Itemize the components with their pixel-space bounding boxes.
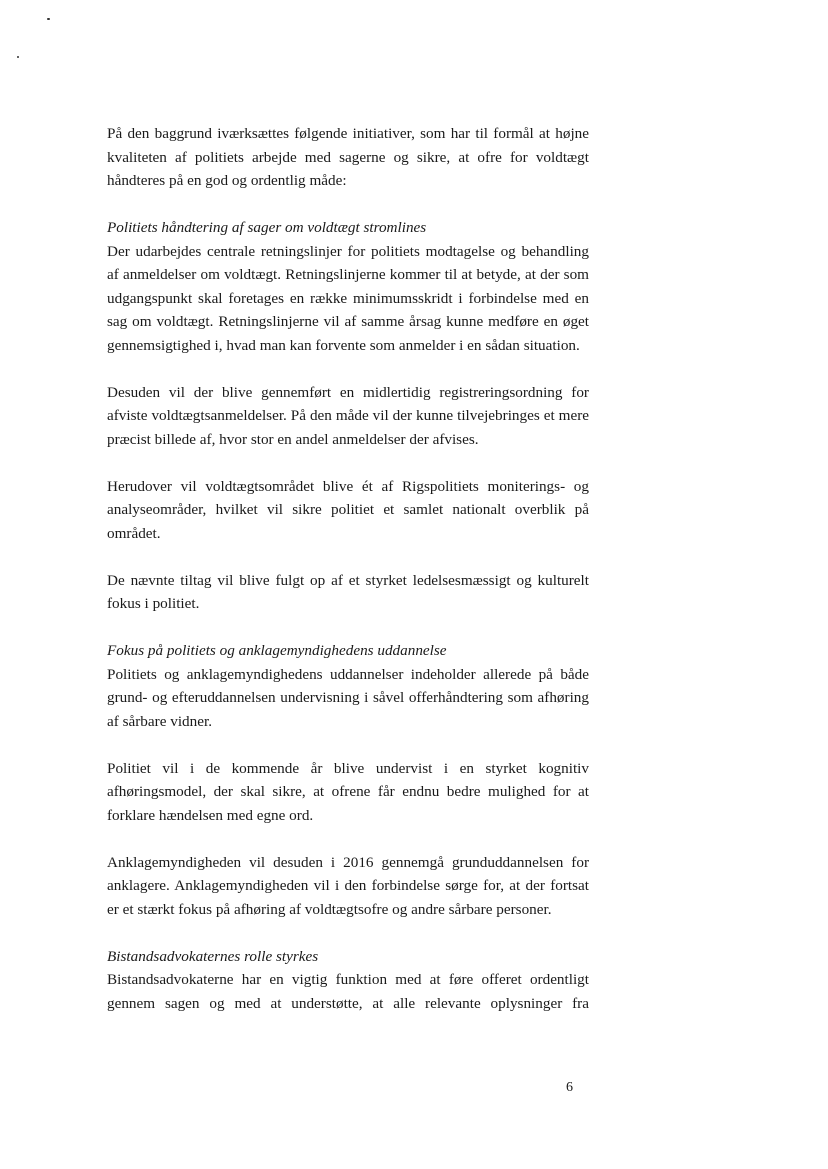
section-heading-education: Fokus på politiets og anklagemyndighedens uddannelse (107, 642, 447, 659)
paragraph: Desuden vil der blive gennemført en midlertidig registreringsordning for afviste voldtægtsanmeldelser. På den måde vil der kunne tilvejebringes et mere præcist billede af, hvor stor en andel anmeldelser der afvises. (107, 383, 589, 448)
section-heading-victim-lawyers: Bistandsadvokaternes rolle styrkes (107, 947, 319, 965)
document-body (107, 122, 589, 1015)
paragraph: Der udarbejdes centrale retningslinjer for politiets modtagelse og behandling af anmeldelser om voldtægt. Retningslinjerne kommer til at betyde, at der som udgangspunkt skal foretages en række minimumsskridt i forbindelse med en sag om voldtægt. Retningslinjerne vil af samme årsag kunne medføre en øget gennemsigtighed i, hvad man kan forvente som anmelder i en sådan situation. (107, 242, 589, 354)
scan-speck (47, 18, 50, 20)
paragraph: Anklagemyndigheden vil desuden i 2016 gennemgå grunduddannelsen for anklagere. Anklagemyndigheden vil i den forbindelse sørge for, at der fortsat er et stærkt fokus på afhøring af voldtægtsofre og andre sårbare personer. (107, 853, 589, 918)
paragraph: Politiet vil i de kommende år blive undervist i en styrket kognitiv afhøringsmodel, der skal sikre, at ofrene får endnu bedre mulighed for at forklare hændelsen med egne ord. (107, 759, 589, 824)
paragraph: Bistandsadvokaterne har en vigtig funktion med at føre offeret ordentligt gennem sagen og med at understøtte, at alle relevante oplysninger fra (107, 971, 589, 1012)
page-number: 6 (566, 1080, 573, 1095)
paragraph: Politiets og anklagemyndighedens uddannelser indeholder allerede på både grund- og efteruddannelsen undervisning i såvel offerhåndtering som afhøring af sårbare vidner. (107, 665, 589, 730)
intro-paragraph: På den baggrund iværksættes følgende initiativer, som har til formål at højne kvaliteten af politiets arbejde med sagerne og sikre, at ofre for voldtægt håndteres på en god og ordentlig måde: (107, 125, 589, 189)
paragraph: De nævnte tiltag vil blive fulgt op af et styrket ledelsesmæssigt og kulturelt fokus i politiet. (107, 571, 589, 612)
scan-speck (17, 56, 19, 58)
section-heading-case-handling: Politiets håndtering af sager om voldtægt stromlines (107, 219, 427, 236)
paragraph: Herudover vil voldtægtsområdet blive ét af Rigspolitiets moniterings- og analyseområder, hvilket vil sikre politiet et samlet nationalt overblik på området. (107, 477, 589, 542)
